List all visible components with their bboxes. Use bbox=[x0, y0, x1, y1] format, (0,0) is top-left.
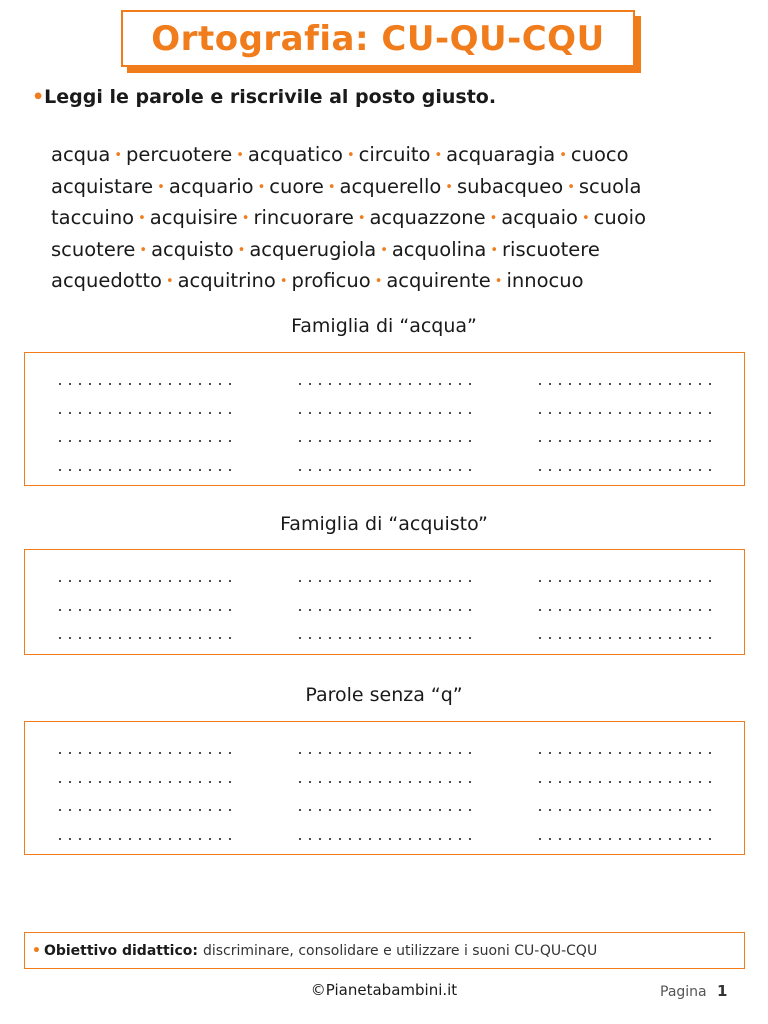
section-title-acqua: Famiglia di “acqua” bbox=[291, 315, 477, 337]
word-bank-word: cuoco bbox=[570, 143, 629, 166]
answer-blank[interactable] bbox=[535, 838, 717, 840]
page-number: 1 bbox=[717, 982, 728, 1000]
answer-blank[interactable] bbox=[535, 469, 717, 471]
word-bank-word: circuito bbox=[358, 143, 431, 166]
word-bank-word: acquisto bbox=[151, 237, 234, 261]
word-bank-word: acquatico bbox=[247, 143, 343, 166]
bullet-icon: • bbox=[567, 179, 575, 195]
bullet-icon: • bbox=[157, 179, 165, 195]
word-bank-word: acquaragia bbox=[446, 143, 556, 166]
word-bank-word: scuola bbox=[578, 174, 642, 198]
answer-box-acquisto[interactable] bbox=[24, 549, 745, 655]
answer-blank[interactable] bbox=[55, 781, 237, 783]
answer-blank[interactable] bbox=[535, 440, 717, 442]
copyright: ©Pianetabambini.it bbox=[310, 981, 458, 999]
answer-blank[interactable] bbox=[535, 781, 717, 783]
answer-blank[interactable] bbox=[55, 383, 237, 385]
word-bank-word: acquaio bbox=[501, 206, 578, 229]
answer-blank[interactable] bbox=[55, 580, 237, 582]
bullet-icon: • bbox=[279, 274, 288, 289]
word-bank-line bbox=[51, 141, 751, 173]
bullet-icon: • bbox=[32, 86, 45, 108]
answer-blank[interactable] bbox=[535, 580, 717, 582]
answer-row bbox=[25, 406, 744, 420]
answer-row bbox=[25, 574, 744, 588]
answer-blank[interactable] bbox=[295, 609, 477, 611]
bullet-icon: • bbox=[582, 211, 590, 226]
bullet-icon: • bbox=[32, 942, 41, 959]
word-bank-word: percuotere bbox=[126, 143, 233, 166]
answer-blank[interactable] bbox=[535, 412, 717, 414]
answer-blank[interactable] bbox=[295, 440, 477, 442]
page-label: Pagina bbox=[660, 984, 707, 1000]
bullet-icon: • bbox=[490, 242, 499, 258]
word-bank-word: acquistare bbox=[51, 174, 154, 198]
word-bank-line bbox=[51, 173, 751, 205]
objective-label: Obiettivo didattico: bbox=[43, 942, 198, 959]
word-bank-line bbox=[51, 267, 751, 299]
answer-box-senza-q[interactable] bbox=[24, 721, 745, 855]
answer-box-acqua[interactable] bbox=[24, 352, 745, 486]
word-bank-word: acqua bbox=[51, 143, 111, 166]
answer-row bbox=[25, 746, 744, 760]
word-bank-word: acquario bbox=[168, 174, 254, 198]
bullet-icon: • bbox=[237, 242, 246, 258]
bullet-icon: • bbox=[257, 179, 266, 195]
word-bank-word: riscuotere bbox=[502, 237, 600, 261]
answer-row bbox=[25, 775, 744, 789]
bullet-icon: • bbox=[138, 211, 146, 226]
word-bank-word: proficuo bbox=[291, 269, 371, 292]
word-bank-word: acquedotto bbox=[51, 269, 162, 292]
word-bank-word: acquazzone bbox=[369, 206, 486, 229]
bullet-icon: • bbox=[236, 148, 244, 163]
answer-blank[interactable] bbox=[55, 469, 237, 471]
bullet-icon: • bbox=[494, 274, 503, 289]
bullet-icon: • bbox=[327, 179, 336, 195]
answer-blank[interactable] bbox=[55, 637, 237, 639]
bullet-icon: • bbox=[559, 148, 567, 163]
bullet-icon: • bbox=[346, 148, 355, 163]
word-bank-word: taccuino bbox=[51, 206, 135, 229]
objective-note bbox=[24, 932, 745, 969]
word-bank-line bbox=[51, 236, 751, 268]
title-banner bbox=[121, 10, 635, 67]
answer-blank[interactable] bbox=[295, 469, 477, 471]
answer-blank[interactable] bbox=[55, 752, 237, 754]
answer-blank[interactable] bbox=[55, 809, 237, 811]
word-bank-word: acquirente bbox=[386, 269, 491, 292]
answer-blank[interactable] bbox=[295, 781, 477, 783]
answer-row bbox=[25, 832, 744, 846]
answer-blank[interactable] bbox=[55, 412, 237, 414]
bullet-icon: • bbox=[434, 148, 443, 163]
bullet-icon: • bbox=[241, 211, 250, 226]
word-bank-word: scuotere bbox=[51, 237, 136, 261]
bullet-icon: • bbox=[489, 211, 498, 226]
answer-blank[interactable] bbox=[295, 412, 477, 414]
answer-blank[interactable] bbox=[55, 838, 237, 840]
instruction bbox=[32, 86, 496, 108]
instruction-text: Leggi le parole e riscrivile al posto giusto. bbox=[44, 86, 497, 108]
word-bank-word: acquerello bbox=[339, 174, 442, 198]
word-bank-word: subacqueo bbox=[456, 174, 564, 198]
answer-blank[interactable] bbox=[295, 637, 477, 639]
bullet-icon: • bbox=[357, 211, 366, 226]
bullet-icon: • bbox=[114, 148, 123, 163]
answer-row bbox=[25, 631, 744, 645]
answer-blank[interactable] bbox=[535, 809, 717, 811]
bullet-icon: • bbox=[139, 242, 148, 258]
word-bank-word: acquisire bbox=[149, 206, 238, 229]
bullet-icon: • bbox=[374, 274, 383, 289]
answer-row bbox=[25, 803, 744, 817]
answer-row bbox=[25, 434, 744, 448]
word-bank-word: acquitrino bbox=[177, 269, 276, 292]
page-title: Ortografia: CU-QU-CQU bbox=[151, 18, 605, 59]
word-bank bbox=[51, 141, 751, 299]
answer-blank[interactable] bbox=[295, 383, 477, 385]
word-bank-word: innocuo bbox=[506, 269, 584, 292]
bullet-icon: • bbox=[165, 274, 174, 289]
answer-blank[interactable] bbox=[55, 609, 237, 611]
answer-blank[interactable] bbox=[55, 440, 237, 442]
bullet-icon: • bbox=[445, 179, 453, 195]
section-title-acquisto: Famiglia di “acquisto” bbox=[280, 513, 488, 535]
answer-blank[interactable] bbox=[295, 838, 477, 840]
word-bank-line bbox=[51, 204, 751, 236]
answer-blank[interactable] bbox=[535, 752, 717, 754]
answer-row bbox=[25, 463, 744, 477]
answer-blank[interactable] bbox=[535, 637, 717, 639]
word-bank-word: rincuorare bbox=[253, 206, 354, 229]
answer-blank[interactable] bbox=[295, 580, 477, 582]
answer-row bbox=[25, 377, 744, 391]
answer-blank[interactable] bbox=[295, 752, 477, 754]
answer-blank[interactable] bbox=[535, 383, 717, 385]
bullet-icon: • bbox=[380, 242, 388, 258]
word-bank-word: cuore bbox=[269, 174, 324, 198]
word-bank-word: cuoio bbox=[593, 206, 647, 229]
word-bank-word: acquolina bbox=[391, 237, 487, 261]
answer-blank[interactable] bbox=[535, 609, 717, 611]
section-title-senza-q: Parole senza “q” bbox=[305, 684, 463, 706]
answer-blank[interactable] bbox=[295, 809, 477, 811]
objective-text: discriminare, consolidare e utilizzare i suoni CU-QU-CQU bbox=[202, 942, 598, 959]
answer-row bbox=[25, 603, 744, 617]
word-bank-word: acquerugiola bbox=[249, 237, 377, 261]
